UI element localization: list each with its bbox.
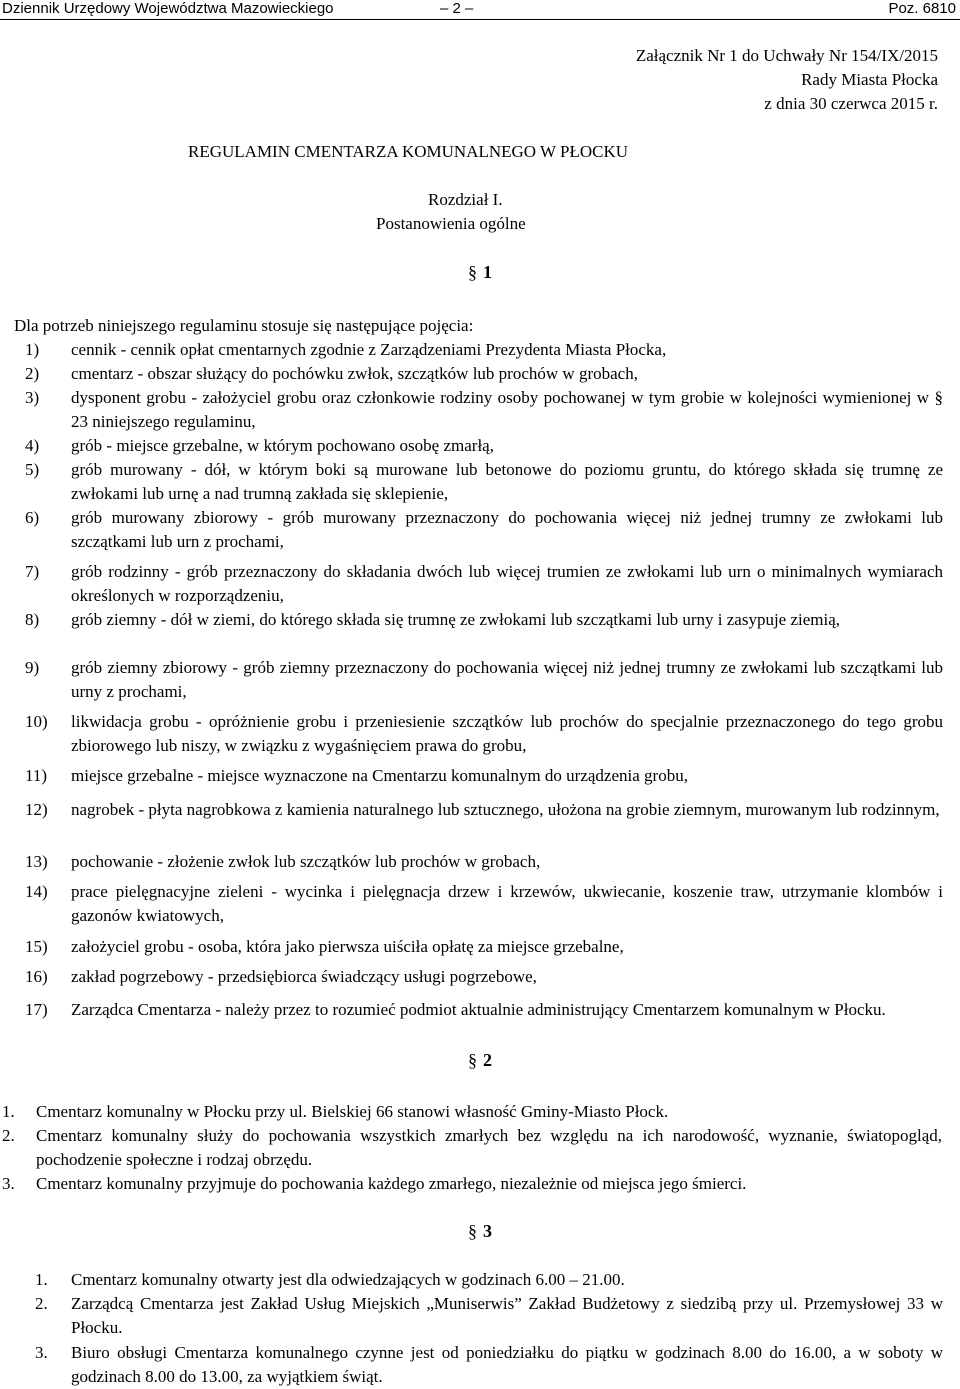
item-number: 1.: [2, 1102, 15, 1121]
item-number: 12): [25, 800, 48, 819]
attachment-line-3: z dnia 30 czerwca 2015 r.: [764, 94, 938, 113]
attachment-line-2: Rady Miasta Płocka: [801, 70, 938, 89]
item-text: grób rodzinny - grób przeznaczony do składania dwóch lub więcej trumien ze zwłokami lub urn o minimalnych wymiarach określonych w rozporządzeniu,: [71, 562, 943, 605]
item-number: 5): [25, 460, 40, 479]
item-text: pochowanie - złożenie zwłok lub szczątków lub prochów w grobach,: [71, 852, 541, 871]
list-item: [25, 850, 943, 874]
item-text: Cmentarz komunalny służy do pochowania wszystkich zmarłych bez względu na ich narodowość, wyznanie, światopogląd, pochodzenie społeczne i rodzaj obrzędu.: [36, 1126, 942, 1169]
paragraph-1-heading: [440, 262, 520, 283]
item-number: 2.: [35, 1294, 48, 1313]
position-number: Poz. 6810: [888, 0, 956, 17]
list-item: [25, 710, 943, 758]
item-number: 10): [25, 712, 48, 731]
list-item: [35, 1292, 943, 1340]
list-item: [25, 965, 943, 989]
item-text: dysponent grobu - założyciel grobu oraz członkowie rodziny osoby pochowanej w tym grobie w kolejności wymienionej w § 23 niniejszego regulaminu,: [71, 388, 943, 431]
item-number: 11): [25, 766, 48, 785]
item-number: 6): [25, 508, 40, 527]
list-item: [25, 338, 943, 362]
attachment-line-1: Załącznik Nr 1 do Uchwały Nr 154/IX/2015: [635, 46, 938, 65]
item-text: miejsce grzebalne - miejsce wyznaczone na Cmentarzu komunalnym do urządzenia grobu,: [71, 766, 688, 785]
chapter-title: Postanowienia ogólne: [376, 214, 526, 233]
page-header: [0, 0, 960, 20]
document-title: REGULAMIN CMENTARZA KOMUNALNEGO W PŁOCKU: [188, 142, 629, 161]
list-item: [25, 362, 943, 386]
item-text: Cmentarz komunalny w Płocku przy ul. Bielskiej 66 stanowi własność Gminy-Miasto Płock.: [36, 1102, 669, 1121]
list-item: [25, 458, 943, 506]
paragraph-number: 1: [483, 262, 492, 282]
item-text: zakład pogrzebowy - przedsiębiorca świadczący usługi pogrzebowe,: [71, 967, 537, 986]
section-sign: §: [468, 1050, 477, 1070]
item-text: założyciel grobu - osoba, która jako pierwsza uiściła opłatę za miejsce grzebalne,: [71, 937, 624, 956]
item-text: prace pielęgnacyjne zieleni - wycinka i pielęgnacja drzew i krzewów, ukwiecanie, koszenie traw, utrzymanie klombów i gazonów kwiatowych,: [71, 882, 943, 925]
item-text: cmentarz - obszar służący do pochówku zwłok, szczątków lub prochów w grobach,: [71, 364, 638, 383]
paragraph-2-heading: [440, 1050, 520, 1071]
list-item: [35, 1341, 943, 1389]
item-number: 1): [25, 340, 40, 359]
item-number: 3.: [35, 1343, 48, 1362]
item-text: Cmentarz komunalny przyjmuje do pochowania każdego zmarłego, niezależnie od miejsca jego śmierci.: [36, 1174, 747, 1193]
list-item: [25, 506, 943, 554]
item-text: Cmentarz komunalny otwarty jest dla odwiedzających w godzinach 6.00 – 21.00.: [71, 1270, 625, 1289]
item-text: cennik - cennik opłat cmentarnych zgodnie z Zarządzeniami Prezydenta Miasta Płocka,: [71, 340, 667, 359]
item-text: grób murowany zbiorowy - grób murowany przeznaczony do pochowania więcej niż jednej trumny ze zwłokami lub szczątkami lub urn z prochami,: [71, 508, 943, 551]
item-text: grób murowany - dół, w którym boki są murowane lub betonowe do poziomu gruntu, do którego składa się trumnę ze zwłokami lub urnę a nad trumną zakłada się sklepienie,: [71, 460, 943, 503]
item-number: 4): [25, 436, 40, 455]
item-number: 3): [25, 388, 40, 407]
list-item: [25, 798, 943, 822]
list-item: [25, 560, 943, 608]
item-number: 3.: [2, 1174, 15, 1193]
list-item: [25, 608, 943, 632]
item-text: grób - miejsce grzebalne, w którym pochowano osobę zmarłą,: [71, 436, 494, 455]
paragraph-number: 3: [483, 1221, 492, 1241]
item-number: 14): [25, 882, 48, 901]
list-item: [25, 935, 943, 959]
item-text: grób ziemny - dół w ziemi, do którego składa się trumnę ze zwłokami lub szczątkami lub urny i zasypuje ziemią,: [71, 610, 841, 629]
item-number: 16): [25, 967, 48, 986]
section-sign: §: [468, 1221, 477, 1241]
page-number: – 2 –: [440, 0, 474, 17]
item-text: grób ziemny zbiorowy - grób ziemny przeznaczony do pochowania więcej niż jednej trumny ze zwłokami lub szczątkami lub urny z prochami,: [71, 658, 943, 701]
paragraph-1-intro: Dla potrzeb niniejszego regulaminu stosuje się następujące pojęcia:: [14, 316, 474, 335]
item-number: 17): [25, 1000, 48, 1019]
journal-name: Dziennik Urzędowy Województwa Mazowieckiego: [2, 0, 334, 17]
item-number: 9): [25, 658, 40, 677]
paragraph-number: 2: [483, 1050, 492, 1070]
item-number: 15): [25, 937, 48, 956]
item-number: 2.: [2, 1126, 15, 1145]
item-number: 8): [25, 610, 40, 629]
list-item: [25, 764, 943, 788]
item-text: Zarządcą Cmentarza jest Zakład Usług Miejskich „Muniserwis” Zakład Budżetowy z siedzibą przy ul. Przemysłowej 33 w Płocku.: [71, 1294, 943, 1337]
list-item: [25, 386, 943, 434]
header-rule: [0, 19, 960, 20]
paragraph-3-heading: [440, 1221, 520, 1242]
list-item: [35, 1268, 943, 1292]
list-item: [25, 434, 943, 458]
list-item: [2, 1124, 942, 1172]
section-sign: §: [468, 262, 477, 282]
list-item: [25, 998, 943, 1022]
item-number: 13): [25, 852, 48, 871]
item-text: Zarządca Cmentarza - należy przez to rozumieć podmiot aktualnie administrujący Cmentarzem komunalnym w Płocku.: [71, 1000, 886, 1019]
list-item: [25, 880, 943, 928]
item-text: likwidacja grobu - opróżnienie grobu i przeniesienie szczątków lub prochów do specjalnie przeznaczonego do tego grobu zbiorowego lub niszy, w związku z wygaśnięciem prawa do grobu,: [71, 712, 943, 755]
item-number: 2): [25, 364, 40, 383]
item-text: Biuro obsługi Cmentarza komunalnego czynne jest od poniedziałku do piątku w godzinach 8.00 do 16.00, a w soboty w godzinach 8.00 do 13.00, za wyjątkiem świąt.: [71, 1343, 943, 1386]
chapter-heading: Rozdział I.: [428, 190, 503, 209]
list-item: [2, 1172, 942, 1196]
list-item: [25, 656, 943, 704]
list-item: [2, 1100, 942, 1124]
item-number: 7): [25, 562, 40, 581]
item-text: nagrobek - płyta nagrobkowa z kamienia naturalnego lub sztucznego, ułożona na grobie ziemnym, murowanym lub rodzinnym,: [71, 800, 940, 819]
item-number: 1.: [35, 1270, 48, 1289]
